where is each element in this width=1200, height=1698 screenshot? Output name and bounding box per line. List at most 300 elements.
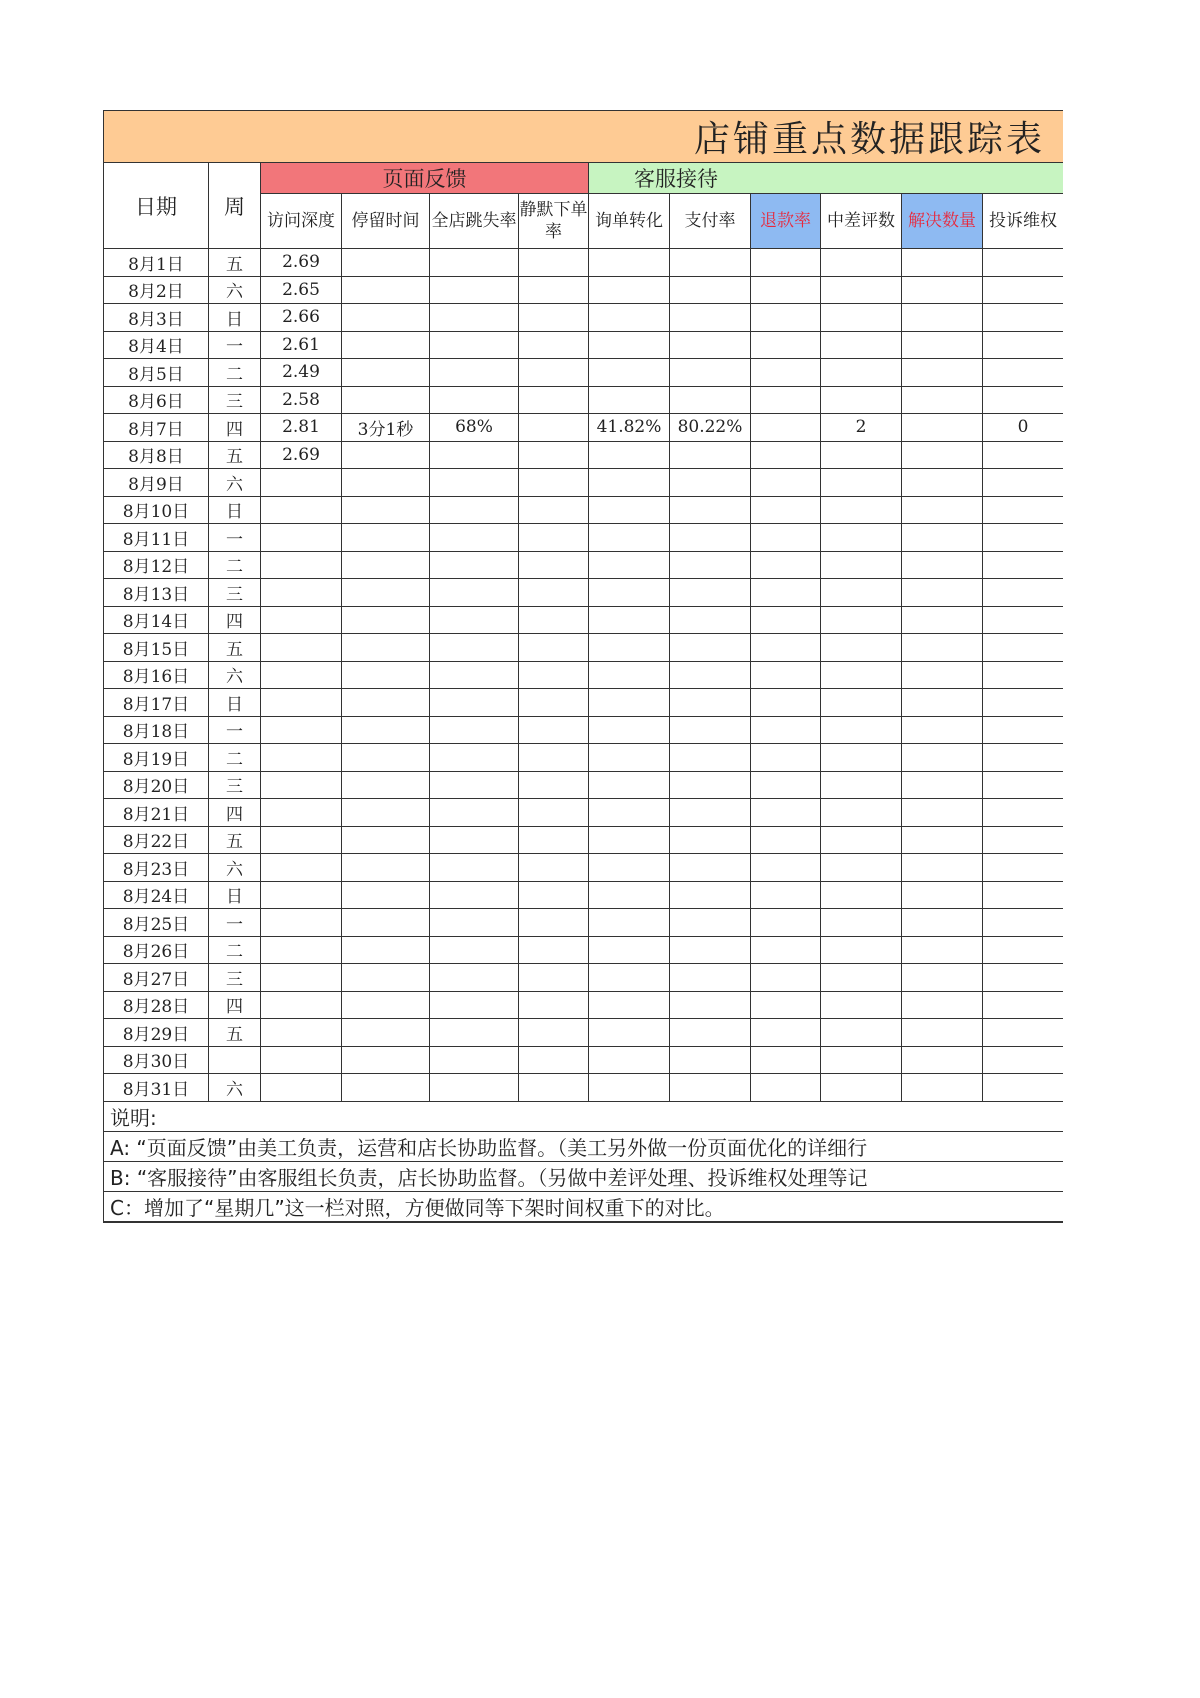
cell-week: 六 [209, 854, 261, 882]
cell-bounce-rate [430, 524, 519, 552]
group-customer-service-label: 客服接待 [634, 167, 719, 191]
cell-solved-count [902, 579, 983, 607]
cell-date: 8月31日 [104, 1074, 209, 1102]
table-row [104, 909, 1064, 937]
cell-visit-depth [261, 799, 342, 827]
cell-stay-time [342, 661, 430, 689]
cell-bounce-rate [430, 991, 519, 1019]
cell-stay-time [342, 881, 430, 909]
cell-bad-reviews [821, 304, 902, 332]
cell-refund-rate [751, 304, 821, 332]
cell-stay-time [342, 579, 430, 607]
cell-bounce-rate [430, 276, 519, 304]
cell-refund-rate [751, 991, 821, 1019]
cell-complaints [983, 524, 1064, 552]
cell-bounce-rate [430, 606, 519, 634]
cell-payment-rate [670, 634, 751, 662]
cell-bounce-rate [430, 386, 519, 414]
cell-solved-count [902, 249, 983, 277]
table-row [104, 634, 1064, 662]
cell-week: 二 [209, 359, 261, 387]
cell-complaints [983, 386, 1064, 414]
cell-bad-reviews [821, 716, 902, 744]
col-inquiry-conversion: 询单转化 [589, 194, 670, 249]
cell-complaints [983, 1046, 1064, 1074]
cell-inquiry-conversion [589, 716, 670, 744]
cell-date: 8月29日 [104, 1019, 209, 1047]
cell-solved-count [902, 276, 983, 304]
cell-week [209, 1046, 261, 1074]
cell-solved-count [902, 881, 983, 909]
cell-bounce-rate [430, 716, 519, 744]
cell-bad-reviews [821, 359, 902, 387]
cell-date: 8月14日 [104, 606, 209, 634]
cell-complaints [983, 1074, 1064, 1102]
cell-date: 8月16日 [104, 661, 209, 689]
cell-week: 五 [209, 441, 261, 469]
cell-payment-rate [670, 854, 751, 882]
cell-date: 8月22日 [104, 826, 209, 854]
cell-refund-rate [751, 469, 821, 497]
cell-stay-time [342, 909, 430, 937]
cell-complaints [983, 909, 1064, 937]
cell-silent-order-rate [519, 304, 589, 332]
cell-bounce-rate [430, 359, 519, 387]
cell-date: 8月8日 [104, 441, 209, 469]
cell-bad-reviews [821, 1046, 902, 1074]
cell-week: 二 [209, 551, 261, 579]
cell-inquiry-conversion [589, 551, 670, 579]
table-row [104, 771, 1064, 799]
cell-payment-rate [670, 936, 751, 964]
cell-visit-depth [261, 1019, 342, 1047]
cell-silent-order-rate [519, 634, 589, 662]
cell-bad-reviews [821, 551, 902, 579]
cell-silent-order-rate [519, 1046, 589, 1074]
cell-silent-order-rate [519, 991, 589, 1019]
cell-week: 四 [209, 606, 261, 634]
cell-refund-rate [751, 936, 821, 964]
header-week: 周 [209, 163, 261, 249]
cell-stay-time [342, 249, 430, 277]
group-customer-service [589, 163, 1064, 194]
cell-inquiry-conversion [589, 744, 670, 772]
cell-inquiry-conversion [589, 386, 670, 414]
cell-solved-count [902, 414, 983, 442]
cell-payment-rate [670, 1046, 751, 1074]
cell-solved-count [902, 661, 983, 689]
cell-date: 8月13日 [104, 579, 209, 607]
cell-refund-rate [751, 744, 821, 772]
cell-bad-reviews [821, 1074, 902, 1102]
cell-inquiry-conversion [589, 524, 670, 552]
cell-refund-rate [751, 634, 821, 662]
cell-refund-rate [751, 1019, 821, 1047]
cell-refund-rate [751, 854, 821, 882]
cell-payment-rate [670, 1019, 751, 1047]
cell-stay-time [342, 551, 430, 579]
col-bounce-rate: 全店跳失率 [430, 194, 519, 249]
cell-inquiry-conversion [589, 936, 670, 964]
cell-bounce-rate [430, 936, 519, 964]
cell-payment-rate [670, 799, 751, 827]
cell-visit-depth [261, 964, 342, 992]
col-silent-order-rate: 静默下单率 [519, 194, 589, 249]
cell-solved-count [902, 771, 983, 799]
cell-payment-rate [670, 964, 751, 992]
cell-visit-depth: 2.66 [261, 304, 342, 332]
cell-date: 8月25日 [104, 909, 209, 937]
cell-bad-reviews [821, 991, 902, 1019]
cell-week: 一 [209, 909, 261, 937]
cell-silent-order-rate [519, 716, 589, 744]
cell-week: 日 [209, 496, 261, 524]
cell-bad-reviews [821, 441, 902, 469]
cell-refund-rate [751, 386, 821, 414]
cell-visit-depth: 2.65 [261, 276, 342, 304]
cell-payment-rate [670, 469, 751, 497]
cell-inquiry-conversion [589, 964, 670, 992]
cell-solved-count [902, 936, 983, 964]
cell-refund-rate [751, 441, 821, 469]
cell-silent-order-rate [519, 441, 589, 469]
cell-week: 三 [209, 579, 261, 607]
cell-refund-rate [751, 524, 821, 552]
cell-silent-order-rate [519, 496, 589, 524]
cell-payment-rate [670, 386, 751, 414]
table-row [104, 606, 1064, 634]
cell-silent-order-rate [519, 744, 589, 772]
cell-week: 日 [209, 304, 261, 332]
table-row [104, 744, 1064, 772]
cell-bounce-rate [430, 826, 519, 854]
cell-stay-time [342, 744, 430, 772]
cell-week: 六 [209, 661, 261, 689]
cell-date: 8月7日 [104, 414, 209, 442]
table-row [104, 964, 1064, 992]
cell-bad-reviews: 2 [821, 414, 902, 442]
col-bad-reviews: 中差评数 [821, 194, 902, 249]
cell-date: 8月17日 [104, 689, 209, 717]
cell-week: 三 [209, 386, 261, 414]
cell-silent-order-rate [519, 881, 589, 909]
cell-silent-order-rate [519, 359, 589, 387]
cell-complaints [983, 276, 1064, 304]
cell-stay-time [342, 964, 430, 992]
cell-inquiry-conversion [589, 689, 670, 717]
cell-date: 8月6日 [104, 386, 209, 414]
cell-visit-depth [261, 771, 342, 799]
cell-date: 8月24日 [104, 881, 209, 909]
cell-refund-rate [751, 771, 821, 799]
cell-bounce-rate [430, 881, 519, 909]
cell-complaints [983, 716, 1064, 744]
cell-bad-reviews [821, 276, 902, 304]
table-row [104, 414, 1064, 442]
cell-date: 8月4日 [104, 331, 209, 359]
cell-bounce-rate [430, 469, 519, 497]
cell-complaints [983, 331, 1064, 359]
cell-visit-depth: 2.49 [261, 359, 342, 387]
cell-payment-rate [670, 744, 751, 772]
cell-silent-order-rate [519, 909, 589, 937]
cell-silent-order-rate [519, 689, 589, 717]
cell-week: 二 [209, 744, 261, 772]
cell-inquiry-conversion [589, 854, 670, 882]
cell-date: 8月18日 [104, 716, 209, 744]
cell-silent-order-rate [519, 551, 589, 579]
cell-week: 六 [209, 1074, 261, 1102]
cell-refund-rate [751, 1074, 821, 1102]
cell-refund-rate [751, 414, 821, 442]
note-line-c: C：增加了“星期几”这一栏对照，方便做同等下架时间权重下的对比。 [110, 1195, 725, 1220]
cell-solved-count [902, 744, 983, 772]
cell-stay-time [342, 936, 430, 964]
cell-week: 三 [209, 964, 261, 992]
cell-visit-depth [261, 1046, 342, 1074]
cell-bad-reviews [821, 331, 902, 359]
cell-visit-depth: 2.69 [261, 249, 342, 277]
cell-silent-order-rate [519, 331, 589, 359]
cell-inquiry-conversion [589, 771, 670, 799]
cell-refund-rate [751, 276, 821, 304]
notes-heading: 说明: [110, 1105, 157, 1130]
table-row [104, 854, 1064, 882]
cell-refund-rate [751, 359, 821, 387]
cell-refund-rate [751, 826, 821, 854]
cell-complaints [983, 744, 1064, 772]
cell-complaints [983, 579, 1064, 607]
cell-solved-count [902, 1046, 983, 1074]
cell-payment-rate [670, 524, 751, 552]
cell-visit-depth [261, 716, 342, 744]
cell-complaints [983, 634, 1064, 662]
cell-visit-depth: 2.81 [261, 414, 342, 442]
cell-complaints [983, 304, 1064, 332]
cell-stay-time [342, 441, 430, 469]
col-payment-rate: 支付率 [670, 194, 751, 249]
cell-payment-rate [670, 716, 751, 744]
cell-week: 五 [209, 249, 261, 277]
cell-payment-rate [670, 441, 751, 469]
cell-bounce-rate [430, 799, 519, 827]
table-row [104, 469, 1064, 497]
cell-solved-count [902, 551, 983, 579]
cell-silent-order-rate [519, 606, 589, 634]
cell-solved-count [902, 304, 983, 332]
cell-refund-rate [751, 661, 821, 689]
table-row [104, 359, 1064, 387]
cell-date: 8月12日 [104, 551, 209, 579]
cell-bounce-rate [430, 854, 519, 882]
cell-silent-order-rate [519, 771, 589, 799]
cell-solved-count [902, 496, 983, 524]
cell-inquiry-conversion [589, 1046, 670, 1074]
cell-refund-rate [751, 799, 821, 827]
tracking-table [103, 110, 1063, 1102]
cell-inquiry-conversion [589, 909, 670, 937]
cell-bad-reviews [821, 881, 902, 909]
cell-visit-depth [261, 909, 342, 937]
cell-visit-depth [261, 496, 342, 524]
cell-complaints [983, 771, 1064, 799]
cell-inquiry-conversion [589, 661, 670, 689]
cell-visit-depth [261, 551, 342, 579]
cell-bounce-rate [430, 551, 519, 579]
cell-solved-count [902, 469, 983, 497]
cell-bounce-rate [430, 441, 519, 469]
group-page-feedback: 页面反馈 [261, 163, 589, 194]
cell-solved-count [902, 689, 983, 717]
cell-silent-order-rate [519, 249, 589, 277]
cell-payment-rate [670, 1074, 751, 1102]
cell-refund-rate [751, 716, 821, 744]
cell-complaints [983, 936, 1064, 964]
cell-complaints [983, 661, 1064, 689]
table-row [104, 716, 1064, 744]
cell-week: 五 [209, 634, 261, 662]
cell-solved-count [902, 716, 983, 744]
cell-week: 六 [209, 469, 261, 497]
cell-stay-time: 3分1秒 [342, 414, 430, 442]
table-row [104, 799, 1064, 827]
cell-inquiry-conversion [589, 304, 670, 332]
cell-bad-reviews [821, 771, 902, 799]
table-row [104, 826, 1064, 854]
cell-solved-count [902, 1074, 983, 1102]
cell-inquiry-conversion [589, 579, 670, 607]
cell-complaints [983, 359, 1064, 387]
cell-date: 8月28日 [104, 991, 209, 1019]
table-row [104, 441, 1064, 469]
cell-stay-time [342, 469, 430, 497]
cell-stay-time [342, 386, 430, 414]
cell-visit-depth [261, 579, 342, 607]
cell-bounce-rate [430, 304, 519, 332]
cell-bounce-rate [430, 1074, 519, 1102]
cell-inquiry-conversion [589, 606, 670, 634]
cell-silent-order-rate [519, 469, 589, 497]
cell-payment-rate [670, 331, 751, 359]
cell-date: 8月11日 [104, 524, 209, 552]
cell-visit-depth: 2.61 [261, 331, 342, 359]
cell-bad-reviews [821, 386, 902, 414]
table-row [104, 524, 1064, 552]
cell-refund-rate [751, 579, 821, 607]
cell-stay-time [342, 304, 430, 332]
cell-bad-reviews [821, 689, 902, 717]
cell-complaints [983, 854, 1064, 882]
cell-bounce-rate [430, 579, 519, 607]
note-line-a: A: “页面反馈”由美工负责，运营和店长协助监督。（美工另外做一份页面优化的详细行 [110, 1135, 868, 1160]
cell-visit-depth [261, 854, 342, 882]
cell-bad-reviews [821, 606, 902, 634]
cell-stay-time [342, 854, 430, 882]
cell-visit-depth [261, 936, 342, 964]
cell-stay-time [342, 991, 430, 1019]
table-row [104, 689, 1064, 717]
cell-date: 8月21日 [104, 799, 209, 827]
cell-stay-time [342, 716, 430, 744]
cell-silent-order-rate [519, 799, 589, 827]
cell-refund-rate [751, 964, 821, 992]
cell-date: 8月26日 [104, 936, 209, 964]
cell-payment-rate [670, 661, 751, 689]
cell-bounce-rate [430, 909, 519, 937]
cell-bounce-rate [430, 249, 519, 277]
cell-stay-time [342, 771, 430, 799]
table-row [104, 936, 1064, 964]
cell-bad-reviews [821, 799, 902, 827]
cell-bad-reviews [821, 579, 902, 607]
cell-bounce-rate [430, 661, 519, 689]
cell-bad-reviews [821, 854, 902, 882]
cell-complaints [983, 441, 1064, 469]
col-stay-time: 停留时间 [342, 194, 430, 249]
cell-refund-rate [751, 881, 821, 909]
table-row [104, 881, 1064, 909]
cell-bounce-rate [430, 1046, 519, 1074]
cell-bounce-rate [430, 771, 519, 799]
cell-payment-rate [670, 249, 751, 277]
cell-date: 8月20日 [104, 771, 209, 799]
table-body [104, 249, 1064, 1102]
spreadsheet [103, 110, 1063, 1223]
cell-visit-depth: 2.58 [261, 386, 342, 414]
cell-visit-depth [261, 634, 342, 662]
table-row [104, 496, 1064, 524]
cell-refund-rate [751, 1046, 821, 1074]
col-complaints: 投诉维权 [983, 194, 1064, 249]
cell-refund-rate [751, 909, 821, 937]
cell-visit-depth [261, 524, 342, 552]
cell-stay-time [342, 276, 430, 304]
cell-inquiry-conversion [589, 441, 670, 469]
cell-silent-order-rate [519, 661, 589, 689]
cell-week: 二 [209, 936, 261, 964]
cell-inquiry-conversion [589, 1074, 670, 1102]
cell-payment-rate [670, 881, 751, 909]
cell-stay-time [342, 689, 430, 717]
cell-payment-rate: 80.22% [670, 414, 751, 442]
cell-visit-depth [261, 744, 342, 772]
cell-visit-depth [261, 606, 342, 634]
cell-complaints [983, 964, 1064, 992]
cell-complaints [983, 249, 1064, 277]
col-visit-depth: 访问深度 [261, 194, 342, 249]
cell-stay-time [342, 496, 430, 524]
cell-week: 四 [209, 799, 261, 827]
cell-bad-reviews [821, 744, 902, 772]
table-row [104, 1046, 1064, 1074]
cell-inquiry-conversion [589, 331, 670, 359]
cell-solved-count [902, 799, 983, 827]
table-row [104, 249, 1064, 277]
cell-silent-order-rate [519, 524, 589, 552]
cell-bad-reviews [821, 634, 902, 662]
cell-bounce-rate [430, 496, 519, 524]
cell-silent-order-rate [519, 936, 589, 964]
cell-week: 三 [209, 771, 261, 799]
cell-complaints [983, 881, 1064, 909]
col-refund-rate: 退款率 [751, 194, 821, 249]
cell-solved-count [902, 524, 983, 552]
cell-silent-order-rate [519, 1019, 589, 1047]
col-solved-count: 解决数量 [902, 194, 983, 249]
cell-payment-rate [670, 304, 751, 332]
cell-inquiry-conversion [589, 826, 670, 854]
cell-payment-rate [670, 496, 751, 524]
